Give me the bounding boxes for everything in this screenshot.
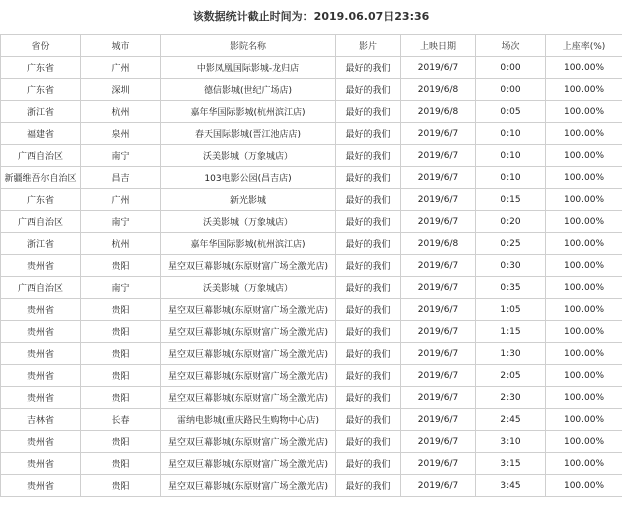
cell-release-date: 2019/6/7 [401, 255, 476, 277]
cell-city: 贵阳 [81, 387, 161, 409]
cell-film: 最好的我们 [336, 343, 401, 365]
cell-city: 南宁 [81, 277, 161, 299]
cell-cinema: 星空双巨幕影城(东原财富广场全激光店) [161, 387, 336, 409]
cell-province: 贵州省 [1, 299, 81, 321]
cell-release-date: 2019/6/7 [401, 123, 476, 145]
cell-release-date: 2019/6/7 [401, 167, 476, 189]
cell-occupancy: 100.00% [546, 277, 622, 299]
header-film: 影片 [336, 35, 401, 57]
cell-showtime: 2:05 [476, 365, 546, 387]
cell-showtime: 0:25 [476, 233, 546, 255]
cell-showtime: 0:30 [476, 255, 546, 277]
table-row [1, 167, 622, 189]
cell-cinema: 沃美影城（万象城店） [161, 211, 336, 233]
cell-cinema: 星空双巨幕影城(东原财富广场全激光店) [161, 431, 336, 453]
table-body [1, 57, 622, 497]
cell-release-date: 2019/6/7 [401, 365, 476, 387]
cell-city: 南宁 [81, 145, 161, 167]
cell-province: 广东省 [1, 57, 81, 79]
cell-release-date: 2019/6/7 [401, 409, 476, 431]
cell-cinema: 雷纳电影城(重庆路民生购物中心店) [161, 409, 336, 431]
header-cinema: 影院名称 [161, 35, 336, 57]
cell-showtime: 0:00 [476, 57, 546, 79]
cell-city: 贵阳 [81, 255, 161, 277]
cell-film: 最好的我们 [336, 101, 401, 123]
cell-showtime: 1:30 [476, 343, 546, 365]
cell-film: 最好的我们 [336, 365, 401, 387]
cell-cinema: 星空双巨幕影城(东原财富广场全激光店) [161, 365, 336, 387]
cell-province: 贵州省 [1, 387, 81, 409]
cell-cinema: 星空双巨幕影城(东原财富广场全激光店) [161, 343, 336, 365]
cell-film: 最好的我们 [336, 123, 401, 145]
cell-release-date: 2019/6/8 [401, 101, 476, 123]
cell-showtime: 0:10 [476, 123, 546, 145]
cell-cinema: 沃美影城（万象城店） [161, 277, 336, 299]
cell-release-date: 2019/6/7 [401, 189, 476, 211]
cell-city: 贵阳 [81, 321, 161, 343]
table-row [1, 321, 622, 343]
table-row [1, 431, 622, 453]
cell-film: 最好的我们 [336, 277, 401, 299]
cell-province: 贵州省 [1, 343, 81, 365]
cell-showtime: 3:15 [476, 453, 546, 475]
table-row [1, 475, 622, 497]
cell-release-date: 2019/6/7 [401, 475, 476, 497]
cell-province: 广西自治区 [1, 145, 81, 167]
cell-film: 最好的我们 [336, 79, 401, 101]
cell-province: 广东省 [1, 79, 81, 101]
cell-cinema: 星空双巨幕影城(东原财富广场全激光店) [161, 453, 336, 475]
cell-city: 贵阳 [81, 475, 161, 497]
table-row [1, 101, 622, 123]
cell-province: 广西自治区 [1, 277, 81, 299]
cell-cinema: 新光影城 [161, 189, 336, 211]
header-occupancy: 上座率(%) [546, 35, 622, 57]
cell-occupancy: 100.00% [546, 211, 622, 233]
cell-film: 最好的我们 [336, 255, 401, 277]
cell-occupancy: 100.00% [546, 387, 622, 409]
table-row [1, 189, 622, 211]
cell-showtime: 0:10 [476, 145, 546, 167]
cell-province: 浙江省 [1, 233, 81, 255]
header-province: 省份 [1, 35, 81, 57]
page-title: 该数据统计截止时间为：2019.06.07日23:36 [192, 10, 430, 23]
cell-city: 贵阳 [81, 453, 161, 475]
cell-film: 最好的我们 [336, 431, 401, 453]
cell-occupancy: 100.00% [546, 321, 622, 343]
cell-occupancy: 100.00% [546, 365, 622, 387]
cell-release-date: 2019/6/7 [401, 145, 476, 167]
cell-city: 贵阳 [81, 431, 161, 453]
cell-film: 最好的我们 [336, 167, 401, 189]
cell-city: 深圳 [81, 79, 161, 101]
cell-film: 最好的我们 [336, 211, 401, 233]
cell-province: 贵州省 [1, 321, 81, 343]
cell-occupancy: 100.00% [546, 453, 622, 475]
cell-city: 杭州 [81, 101, 161, 123]
cell-occupancy: 100.00% [546, 101, 622, 123]
cell-occupancy: 100.00% [546, 57, 622, 79]
cell-province: 新疆维吾尔自治区 [1, 167, 81, 189]
cell-province: 福建省 [1, 123, 81, 145]
cell-release-date: 2019/6/7 [401, 321, 476, 343]
cell-province: 贵州省 [1, 365, 81, 387]
cell-occupancy: 100.00% [546, 145, 622, 167]
cell-province: 浙江省 [1, 101, 81, 123]
cell-province: 广西自治区 [1, 211, 81, 233]
header-city: 城市 [81, 35, 161, 57]
table-row [1, 211, 622, 233]
cell-showtime: 1:15 [476, 321, 546, 343]
cell-city: 广州 [81, 189, 161, 211]
cell-cinema: 德信影城(世纪广场店) [161, 79, 336, 101]
cell-film: 最好的我们 [336, 299, 401, 321]
table-row [1, 123, 622, 145]
cell-occupancy: 100.00% [546, 299, 622, 321]
cell-city: 贵阳 [81, 365, 161, 387]
cell-release-date: 2019/6/7 [401, 211, 476, 233]
cell-showtime: 3:10 [476, 431, 546, 453]
cell-cinema: 星空双巨幕影城(东原财富广场全激光店) [161, 321, 336, 343]
cell-showtime: 0:00 [476, 79, 546, 101]
cell-occupancy: 100.00% [546, 79, 622, 101]
cell-city: 贵阳 [81, 299, 161, 321]
cell-film: 最好的我们 [336, 387, 401, 409]
cell-province: 吉林省 [1, 409, 81, 431]
cell-occupancy: 100.00% [546, 431, 622, 453]
table-row [1, 79, 622, 101]
cell-film: 最好的我们 [336, 233, 401, 255]
cell-release-date: 2019/6/7 [401, 277, 476, 299]
table-row [1, 409, 622, 431]
table-row [1, 255, 622, 277]
cell-occupancy: 100.00% [546, 167, 622, 189]
cell-release-date: 2019/6/7 [401, 57, 476, 79]
header-release-date: 上映日期 [401, 35, 476, 57]
cell-city: 贵阳 [81, 343, 161, 365]
cell-cinema: 嘉年华国际影城(杭州滨江店) [161, 233, 336, 255]
cell-film: 最好的我们 [336, 453, 401, 475]
cell-cinema: 中影凤凰国际影城-龙归店 [161, 57, 336, 79]
cell-film: 最好的我们 [336, 57, 401, 79]
cell-occupancy: 100.00% [546, 123, 622, 145]
cell-showtime: 0:05 [476, 101, 546, 123]
cell-showtime: 0:35 [476, 277, 546, 299]
cell-cinema: 103电影公园(昌吉店) [161, 167, 336, 189]
cell-province: 贵州省 [1, 255, 81, 277]
table-row [1, 57, 622, 79]
cell-showtime: 2:45 [476, 409, 546, 431]
cell-province: 贵州省 [1, 431, 81, 453]
table-row [1, 365, 622, 387]
cell-cinema: 星空双巨幕影城(东原财富广场全激光店) [161, 475, 336, 497]
cell-cinema: 星空双巨幕影城(东原财富广场全激光店) [161, 255, 336, 277]
table-row [1, 453, 622, 475]
cell-showtime: 1:05 [476, 299, 546, 321]
table-row [1, 343, 622, 365]
header-showtime: 场次 [476, 35, 546, 57]
cell-occupancy: 100.00% [546, 233, 622, 255]
cell-city: 泉州 [81, 123, 161, 145]
screenings-table [0, 34, 622, 497]
cell-cinema: 沃美影城（万象城店） [161, 145, 336, 167]
cell-province: 贵州省 [1, 475, 81, 497]
cell-occupancy: 100.00% [546, 189, 622, 211]
cell-release-date: 2019/6/7 [401, 387, 476, 409]
cell-cinema: 星空双巨幕影城(东原财富广场全激光店) [161, 299, 336, 321]
cell-showtime: 0:20 [476, 211, 546, 233]
cell-release-date: 2019/6/7 [401, 431, 476, 453]
cell-release-date: 2019/6/8 [401, 79, 476, 101]
cell-city: 南宁 [81, 211, 161, 233]
cell-city: 长春 [81, 409, 161, 431]
table-row [1, 299, 622, 321]
cell-occupancy: 100.00% [546, 475, 622, 497]
cell-film: 最好的我们 [336, 475, 401, 497]
cell-release-date: 2019/6/7 [401, 299, 476, 321]
cell-film: 最好的我们 [336, 189, 401, 211]
cell-cinema: 嘉年华国际影城(杭州滨江店) [161, 101, 336, 123]
cell-occupancy: 100.00% [546, 409, 622, 431]
table-row [1, 387, 622, 409]
cell-showtime: 2:30 [476, 387, 546, 409]
cell-release-date: 2019/6/8 [401, 233, 476, 255]
cell-city: 昌吉 [81, 167, 161, 189]
cell-showtime: 0:15 [476, 189, 546, 211]
table-row [1, 277, 622, 299]
cell-film: 最好的我们 [336, 409, 401, 431]
table-row [1, 145, 622, 167]
cell-province: 贵州省 [1, 453, 81, 475]
table-header-row [1, 35, 622, 57]
table-row [1, 233, 622, 255]
cell-showtime: 0:10 [476, 167, 546, 189]
cell-occupancy: 100.00% [546, 255, 622, 277]
cell-city: 广州 [81, 57, 161, 79]
cell-showtime: 3:45 [476, 475, 546, 497]
cell-occupancy: 100.00% [546, 343, 622, 365]
cell-release-date: 2019/6/7 [401, 343, 476, 365]
cell-film: 最好的我们 [336, 145, 401, 167]
cell-film: 最好的我们 [336, 321, 401, 343]
cell-release-date: 2019/6/7 [401, 453, 476, 475]
cell-cinema: 春天国际影城(晋江池店店) [161, 123, 336, 145]
cell-city: 杭州 [81, 233, 161, 255]
cell-province: 广东省 [1, 189, 81, 211]
